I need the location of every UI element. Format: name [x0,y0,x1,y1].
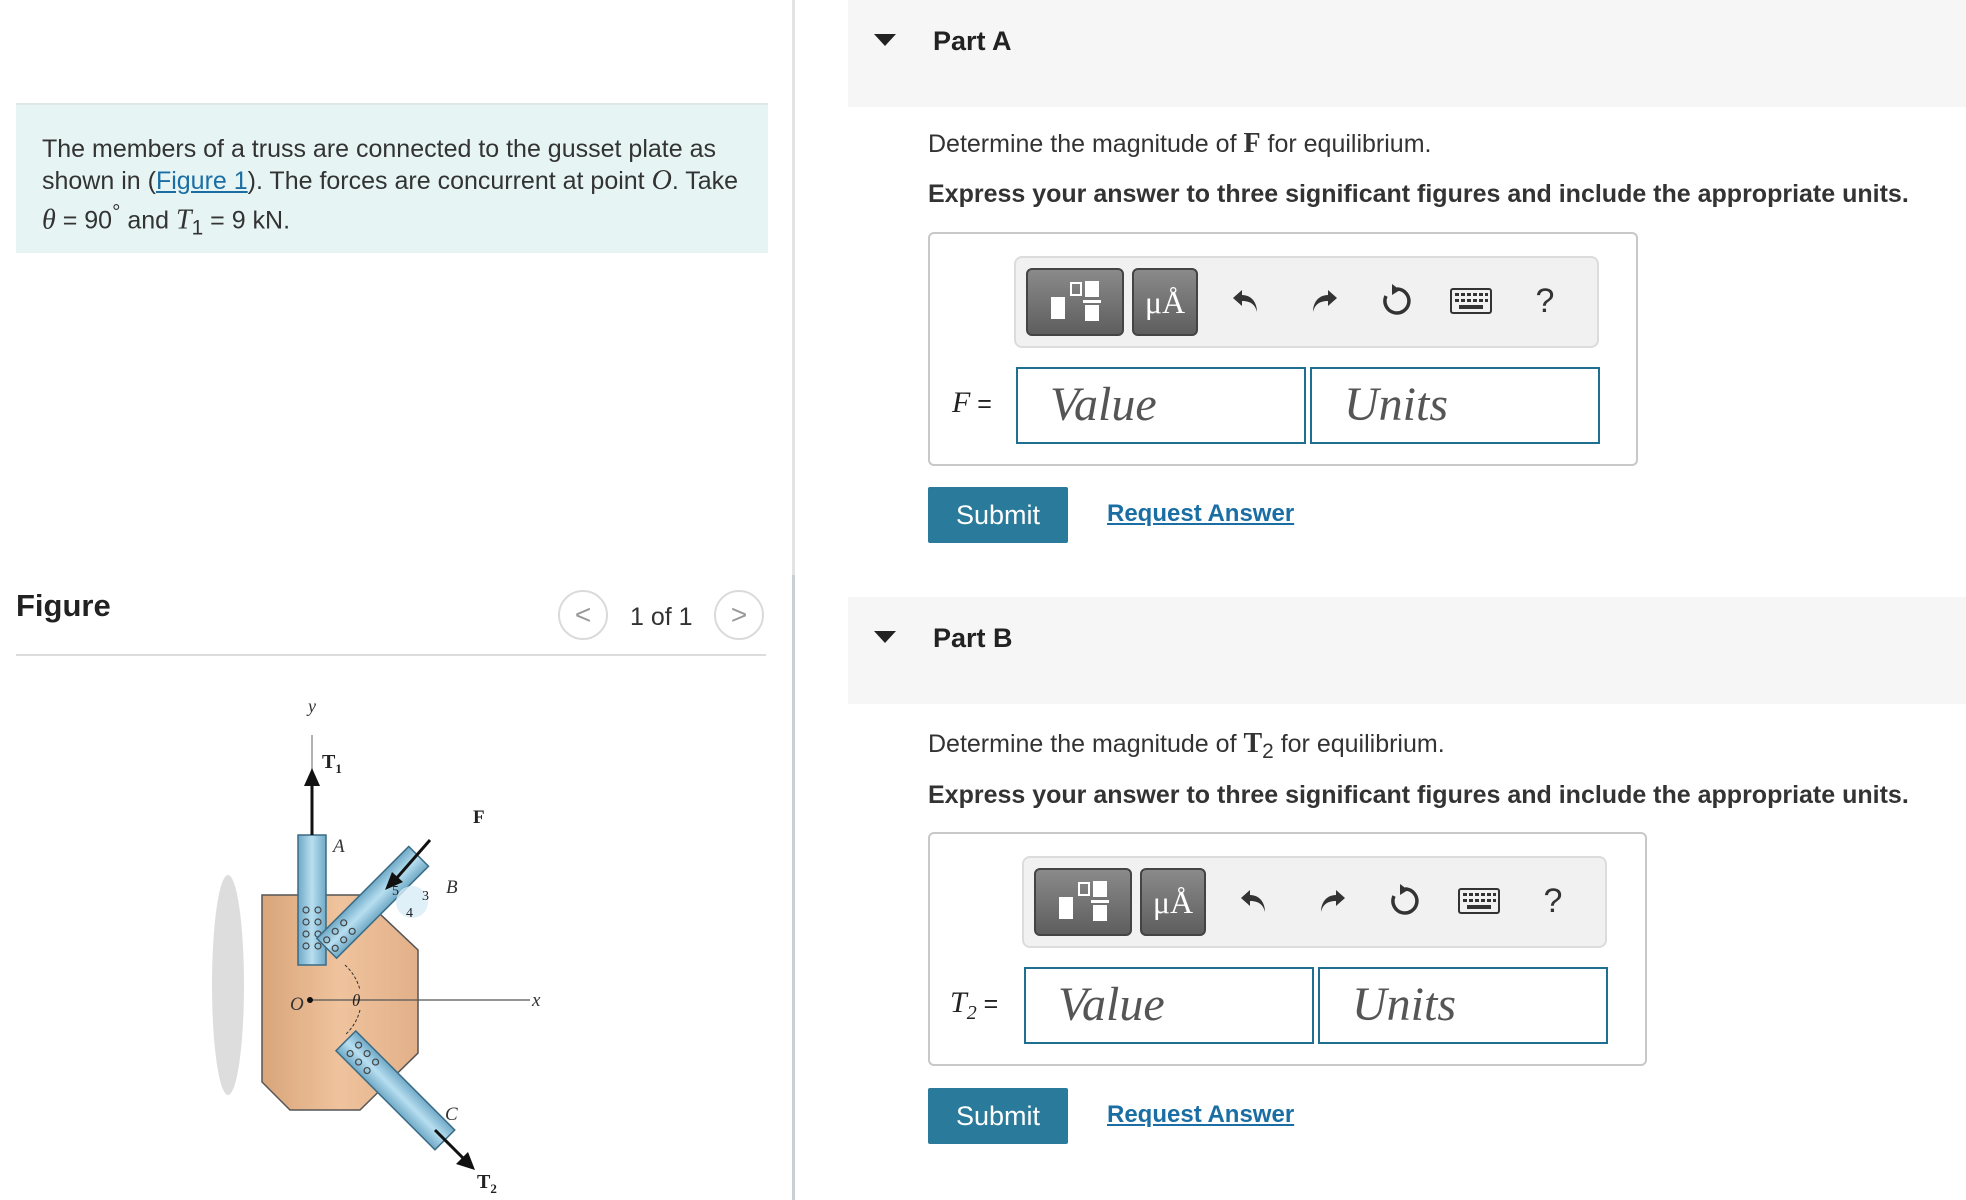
redo-button[interactable] [1298,276,1348,326]
label-b: B [446,877,458,898]
slope-3: 3 [422,889,429,904]
part-a-units-input[interactable]: Units [1310,367,1600,444]
part-a-toolbar [1014,256,1599,348]
prev-figure-button[interactable] [558,590,608,640]
units-icon: μÅ [1152,883,1194,920]
t1-subscript: 1 [191,216,204,240]
label-theta: θ [352,991,361,1010]
undo-button[interactable] [1222,276,1272,326]
part-b-question: Determine the magnitude of $T_2$ for equilibrium. [928,728,1445,763]
help-icon: ? [1535,281,1555,320]
problem-text: . Take [671,167,739,195]
part-a-question: Determine the magnitude of F for equilibrium. [928,128,1432,159]
chevron-right-icon: > [730,599,748,630]
figure-title: Figure [16,588,111,623]
templates-button[interactable] [1034,868,1132,936]
help-button[interactable] [1520,276,1570,326]
label-a: A [333,836,345,857]
figure-link[interactable]: Figure 1 [155,167,248,195]
part-a-instruction: Express your answer to three significant figures and include the appropriate units. [928,180,1909,208]
slope-5: 5 [392,884,399,899]
plate-shadow [212,875,244,1095]
part-b-submit-button[interactable]: Submit [928,1088,1068,1144]
part-a-title: Part A [933,26,1012,56]
templates-icon [1045,277,1105,327]
reset-button[interactable] [1372,276,1422,326]
slope-4: 4 [406,906,413,921]
redo-icon [1306,284,1340,318]
label-o: O [290,994,304,1015]
redo-icon [1314,884,1348,918]
templates-icon [1053,877,1113,927]
figure-page-count: 1 of 1 [630,603,693,631]
units-button[interactable] [1140,868,1206,936]
point-symbol: O [651,165,672,196]
units-icon: μÅ [1144,283,1186,320]
theta-symbol: θ [42,204,56,236]
next-figure-button[interactable] [714,590,764,640]
part-a-value-input[interactable]: Value [1016,367,1306,444]
problem-text: . [283,206,291,235]
y-axis-label: y [308,696,316,716]
templates-button[interactable] [1026,268,1124,336]
keyboard-button[interactable] [1446,276,1496,326]
panel-scrollbar[interactable] [792,575,795,1200]
collapse-caret-icon[interactable] [874,34,896,46]
degree-symbol: ° [112,201,121,224]
keyboard-icon [1458,888,1500,914]
undo-button[interactable] [1230,876,1280,926]
reset-icon [1386,882,1424,920]
problem-text: and [120,206,177,235]
units-button[interactable] [1132,268,1198,336]
part-a-request-answer-link[interactable]: Request Answer [1107,500,1295,527]
undo-icon [1238,884,1272,918]
keyboard-button[interactable] [1454,876,1504,926]
problem-text: The members of a truss are connected to the gusset plate as shown in ( [42,135,716,195]
chevron-left-icon: < [574,599,592,630]
t1-arrowhead [304,768,320,786]
part-a-variable-label: F = [952,386,992,419]
part-b-units-input[interactable]: Units [1318,967,1608,1044]
collapse-caret-icon[interactable] [874,631,896,643]
reset-icon [1378,282,1416,320]
part-b-request-answer-link[interactable]: Request Answer [1107,1101,1295,1128]
keyboard-icon [1450,288,1492,314]
point-o [307,997,313,1003]
member-a [298,835,326,965]
part-a-submit-button[interactable]: Submit [928,487,1068,543]
help-icon: ? [1543,881,1563,920]
help-button[interactable] [1528,876,1578,926]
reset-button[interactable] [1380,876,1430,926]
part-b-toolbar [1022,856,1607,948]
gusset-plate-figure [200,690,580,1195]
part-a-answer-box [928,232,1638,466]
theta-value: = 90 [55,206,113,235]
t1-symbol: T [176,204,192,236]
problem-statement [16,103,768,253]
undo-icon [1230,284,1264,318]
label-f: F [473,807,485,828]
problem-text: ). The forces are concurrent at point [247,167,652,195]
part-b-instruction: Express your answer to three significant figures and include the appropriate units. [928,781,1909,809]
part-a-header[interactable] [848,0,1966,107]
t2-label: $T_2$ [477,1171,497,1195]
part-b-title: Part B [933,623,1013,653]
label-c: C [445,1104,458,1125]
part-b-answer-box [928,832,1647,1066]
t1-value: = 9 kN [203,206,284,235]
t1-label: $T_1$ [322,751,342,776]
part-b-value-input[interactable]: Value [1024,967,1314,1044]
part-b-variable-label: $T_2$ = [950,986,999,1024]
part-b-header[interactable] [848,597,1966,704]
x-axis-label: x [532,990,541,1011]
figure-divider [16,654,766,656]
redo-button[interactable] [1306,876,1356,926]
left-panel [0,0,793,1200]
